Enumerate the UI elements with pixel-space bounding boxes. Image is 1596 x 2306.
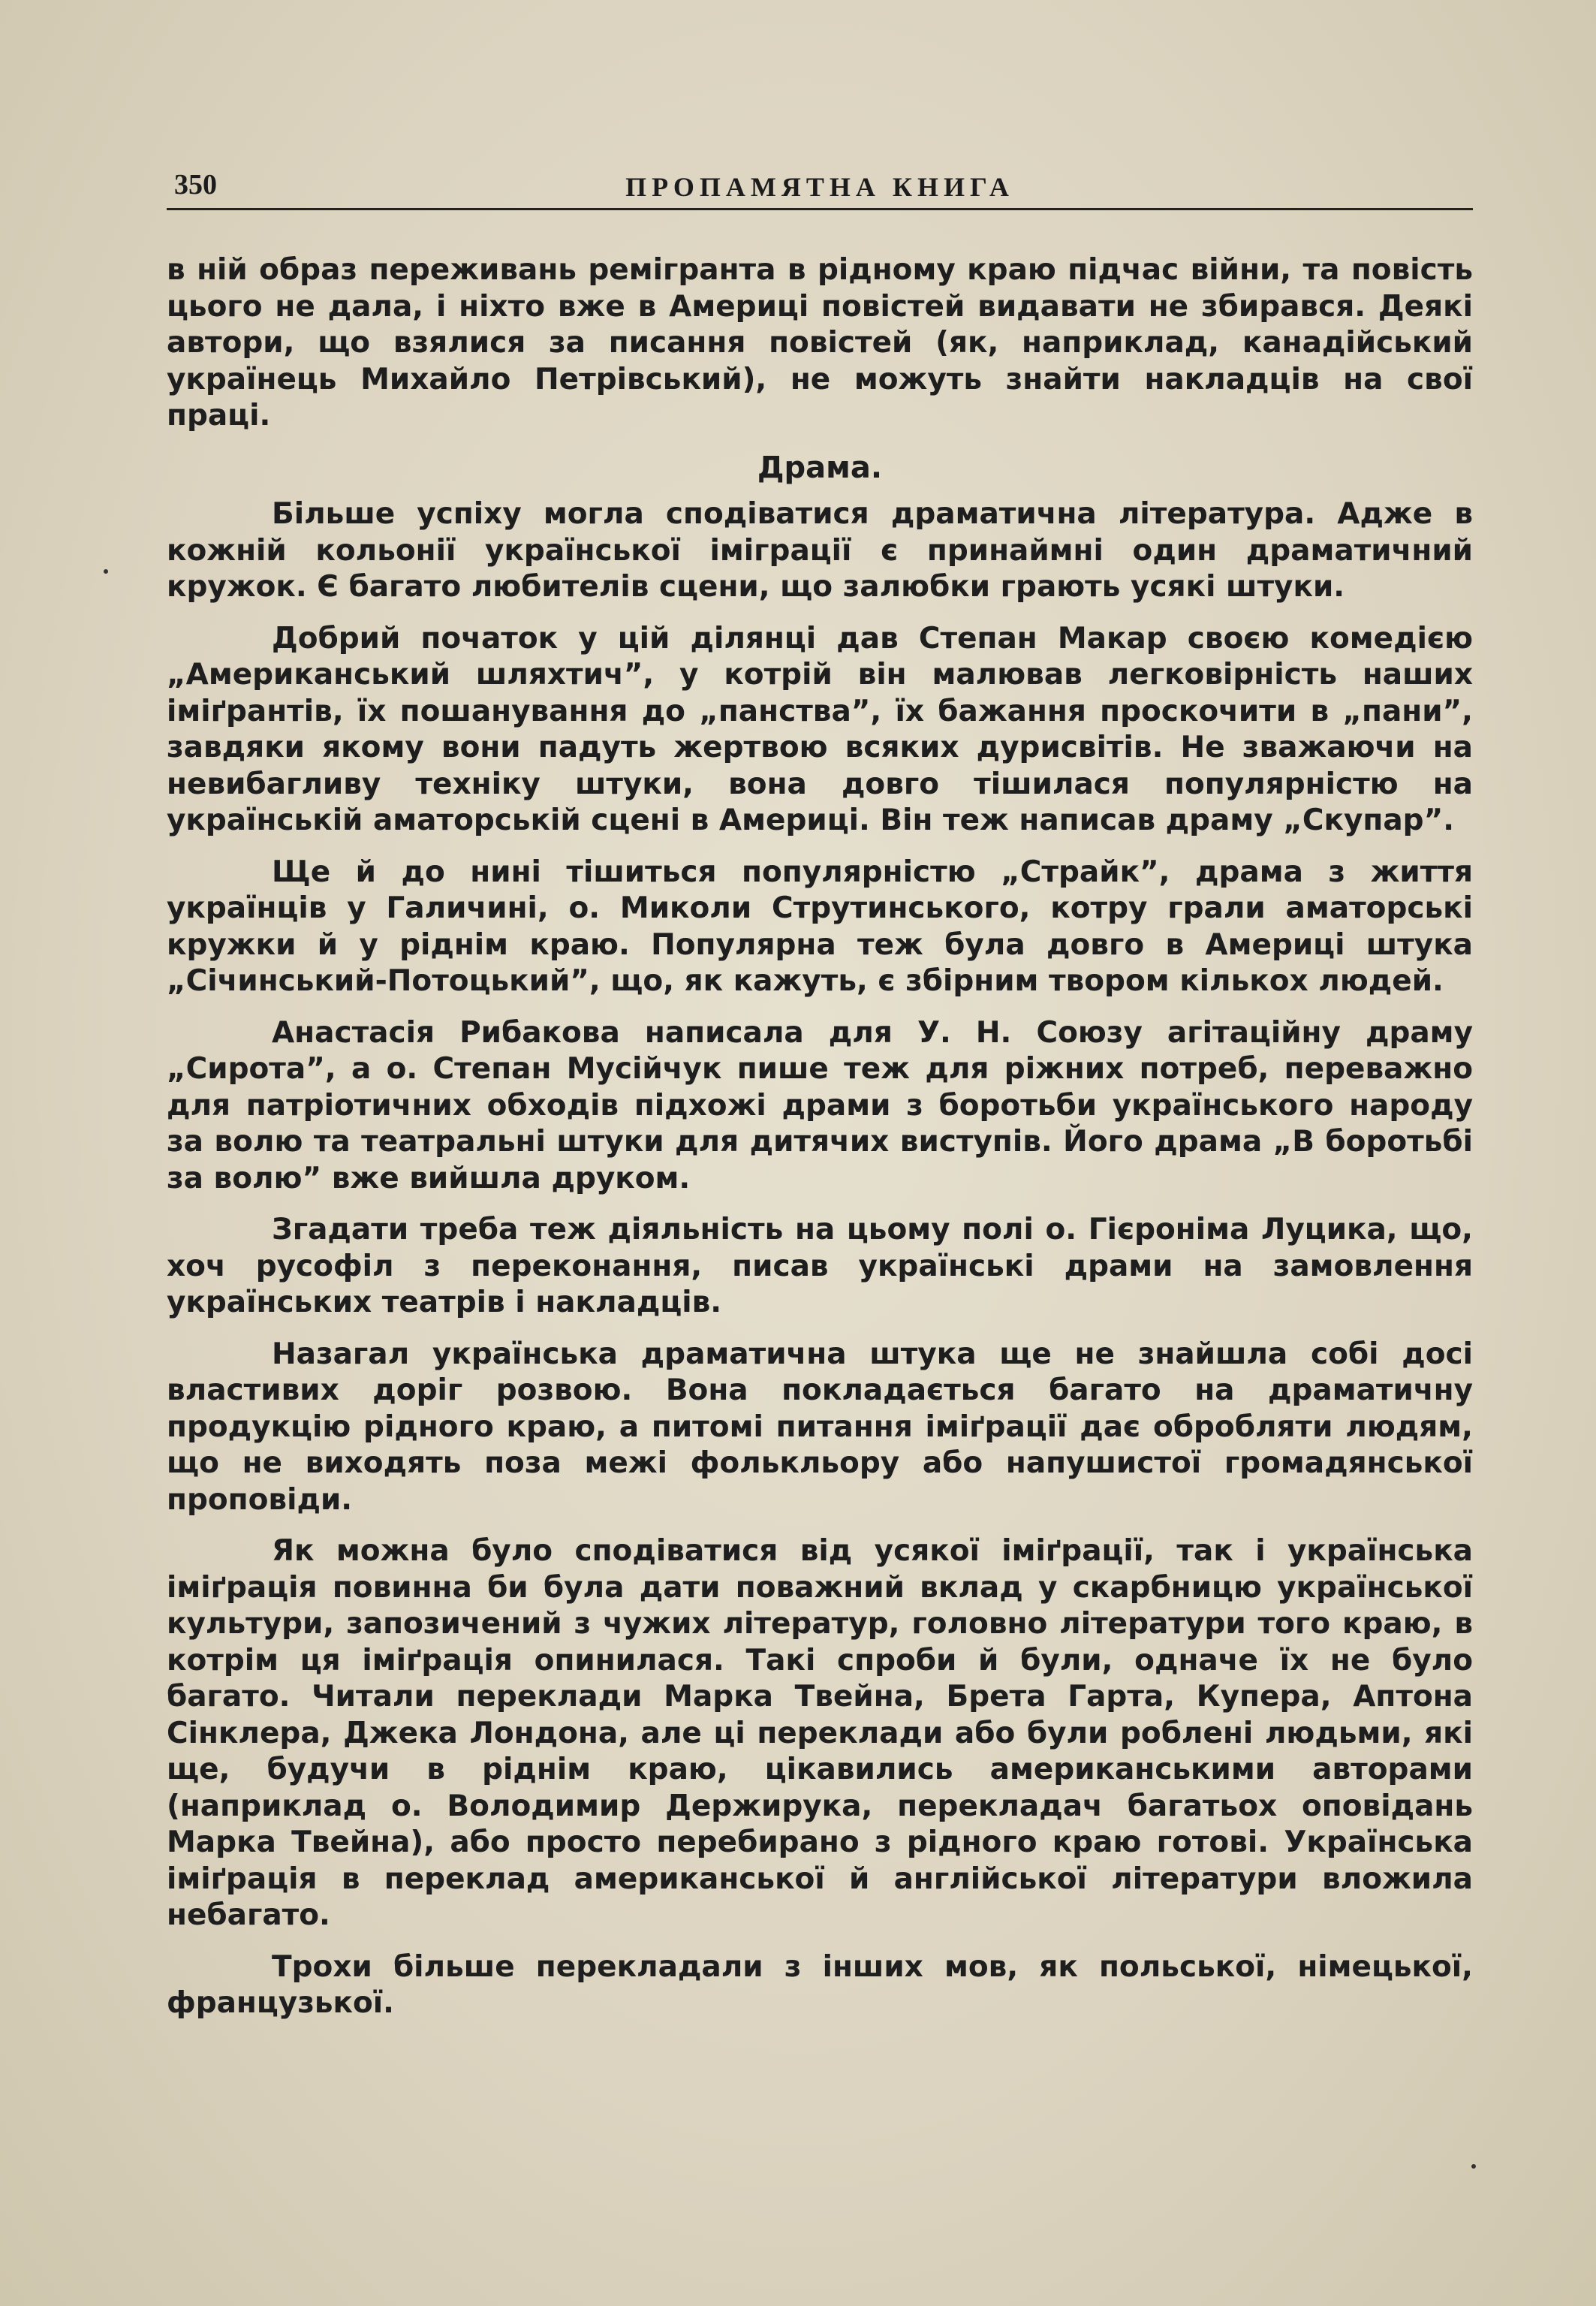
paper-speck <box>104 569 108 574</box>
paper-speck <box>1471 2164 1476 2169</box>
paragraph: Назагал українська драматична штука ще не знайшла собі досі властивих доріг розвою. Вона покладається багато на драматичну продукцію рідного краю, а питомі питання іміґрації дає обробляти людям, що не виходять поза межі фолькльору або напушистої громадянської проповіди. <box>167 1337 1473 1517</box>
paragraph: Трохи більше перекладали з інших мов, як польської, німецької, французької. <box>167 1949 1473 2020</box>
page-header <box>167 164 1473 210</box>
paragraph: Ще й до нині тішиться популярністю „Страйк”, драма з життя українців у Галичині, о. Миколи Струтинського, котру грали аматорські кружки й у ріднім краю. Популярна теж була довго в Америці штука „Січинський-Потоцький”, що, як кажуть, є збірним твором кількох людей. <box>167 855 1473 998</box>
paragraph: Як можна було сподіватися від усякої іміґрації, так і українська іміґрація повинна би була дати поважний вклад у скарбницю української культури, запозичений з чужих літератур, головно літератури того краю, в котрім ця іміґрація опинилася. Такі спроби й були, одначе їх не було багато. Читали переклади Марка Твейна, Брета Гарта, Купера, Аптона Сінклера, Джека Лондона, але ці переклади або були роблені людьми, які ще, будучи в ріднім краю, цікавились американськими авторами (наприклад о. Володимир Держирука, перекладач багатьох оповідань Марка Твейна), або просто перебирано з рідного краю готові. Українська іміґрація в переклад американської й англійської літератури вложила небагато. <box>167 1534 1473 1932</box>
paragraph: Добрий початок у цій ділянці дав Степан Макар своєю комедією „Американський шляхтич”, у котрій він малював легковірність наших іміґрантів, їх пошанування до „панства”, їх бажання проскочити в „пани”, завдяки якому вони падуть жертвою всяких дурисвітів. Не зважаючи на невибагливу техніку штуки, вона довго тішилася популярністю на українській аматорській сцені в Америці. Він теж написав драму „Скупар”. <box>167 621 1473 837</box>
paragraph: Більше успіху могла сподіватися драматична література. Адже в кожній кольонії української імігpації є принаймні один драматичний кружок. Є багато любителів сцени, що залюбки грають усякі штуки. <box>167 497 1473 604</box>
body-text <box>167 252 1473 2037</box>
paragraph: Згадати треба теж діяльність на цьому полі о. Гієроніма Луцика, що, хоч русофіл з переконання, писав українські драми на замовлення українських театрів і накладців. <box>167 1213 1473 1319</box>
section-heading: Драма. <box>757 450 883 485</box>
running-title: ПРОПАМЯТНА КНИГА <box>625 172 1014 202</box>
paragraph: Анастасія Рибакова написала для У. Н. Союзу агітаційну драму „Сирота”, а о. Степан Мусійчук пише теж для ріжних потреб, переважно для патріотичних обходів підхожі драми з боротьби українського народу за волю та театральні штуки для дитячих виступів. Його драма „В боротьбі за волю” вже вийшла друком. <box>167 1015 1473 1195</box>
paragraph: в ній образ переживань ремігранта в рідному краю підчас війни, та повість цього не дала, і ніхто вже в Америці повістей видавати не збирався. Деякі автори, що взялися за писання повістей (як, наприклад, канадійський українець Михайло Петрівський), не можуть знайти накладців на свої праці. <box>167 253 1473 433</box>
page-number: 350 <box>174 169 217 200</box>
